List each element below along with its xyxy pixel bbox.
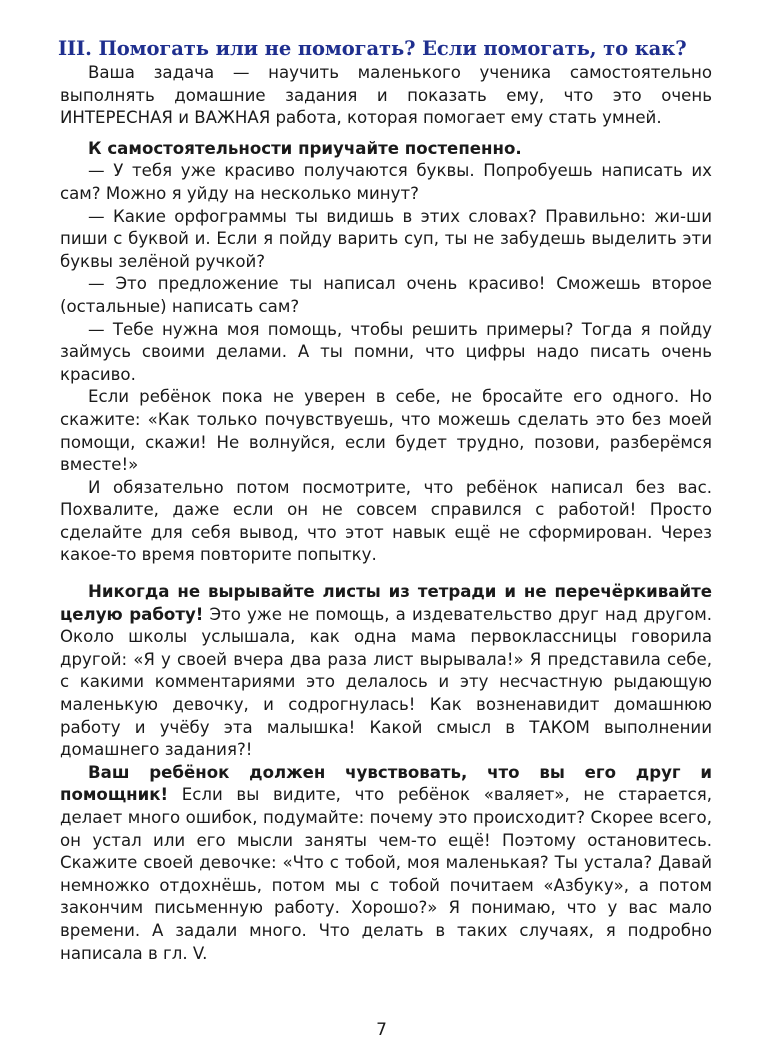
paragraph-dialogue-3: — Это предложение ты написал очень красиво! Сможешь второе (остальные) написать сам? [60,274,712,316]
paragraph-dont-tear [60,581,712,762]
body-text: Это уже не помощь, а издевательство друг над другом. Около школы услышала, как одна мама первоклассницы говорила другой: «Я у своей вчера два раза лист вырывала!» Я представила себе, с какими комментариями это делалось и эту несчастную рыдающую маленькую девочку, и содрогнулась! Как возненавидит домашнюю работу и учёбу эта малышка! Какой смысл в ТАКОМ выполнении домашнего задания?! [60,604,713,760]
paragraph-advice-1: Если ребёнок пока не уверен в себе, не бросайте его одного. Но скажите: «Как только почувствуешь, что можешь сделать это без моей помощи, скажи! Не волнуйся, если будет трудно, позови, разберёмся вместе!» [60,387,712,475]
body-text: Если вы видите, что ребёнок «валяет», не старается, делает много ошибок, подумайте: почему это происходит? Скорее всего, он устал или его мысли заняты чем-то ещё! Поэтому остановитесь. Скажите своей девочке: «Что с тобой, моя маленькая? Ты устала? Давай немножко отдохнёшь, потом мы с тобой почитаем «Азбуку», а потом закончим письменную работу. Хорошо?» Я понимаю, что у вас мало времени. А задали много. Что делать в таких случаях, я подробно написала в гл. V. [60,785,712,963]
paragraph-dialogue-2: — Какие орфограммы ты видишь в этих словах? Правильно: жи-ши пиши с буквой и. Если я пойду варить суп, ты не забудешь выделить эти буквы зелёной ручкой? [60,206,712,271]
bold-lead-text: Никогда не вырывайте листы из тетради и не перечёркивайте целую работу! [60,582,712,624]
paragraph-dialogue-1: — У тебя уже красиво получаются буквы. Попробуешь написать их сам? Можно я уйду на несколько минут? [60,161,712,203]
paragraph-bold-rule: К самостоятельности приучайте постепенно. [88,138,522,158]
paragraph-advice-2: И обязательно потом посмотрите, что ребёнок написал без вас. Похвалите, даже если он не совсем справился с работой! Просто сделайте для себя вывод, что этот навык ещё не сформирован. Через какое-то время повторите попытку. [60,477,712,565]
paragraph-be-friend [60,762,712,965]
paragraph-dialogue-4: — Тебе нужна моя помощь, чтобы решить примеры? Тогда я пойду займусь своими делами. А ты помни, что цифры надо писать очень красиво. [60,319,712,384]
page-body [60,36,712,965]
spacer [60,567,712,581]
spacer [60,130,712,138]
paragraph-intro: Ваша задача — научить маленького ученика самостоятельно выполнять домашние задания и показать ему, что это очень ИНТЕРЕСНАЯ и ВАЖНАЯ работа, которая помогает ему стать умней. [60,63,712,128]
bold-lead-text: Ваш ребёнок должен чувствовать, что вы его друг и помощник! [60,762,712,805]
section-heading: III. Помогать или не помогать? Если помогать, то как? [58,37,687,60]
page-number: 7 [376,1020,387,1040]
